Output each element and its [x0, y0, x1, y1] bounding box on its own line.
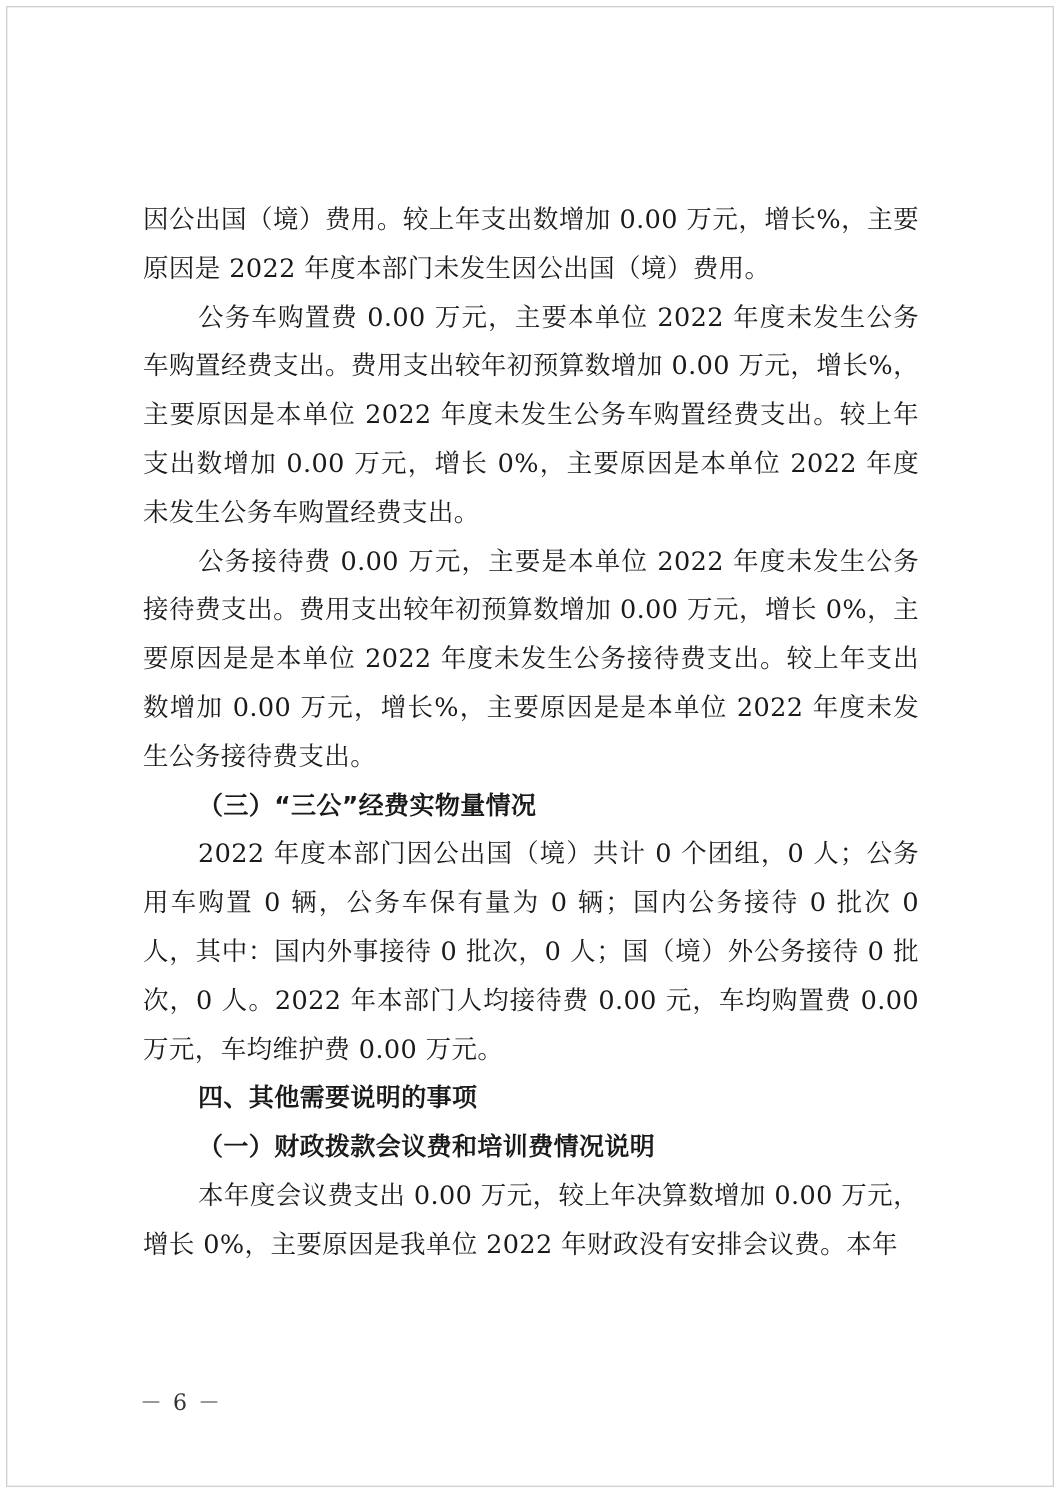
- page-number: － 6 －: [140, 1391, 222, 1416]
- section-heading-meeting-training: （一）财政拨款会议费和培训费情况说明: [198, 1132, 656, 1162]
- section-heading-other-matters: 四、其他需要说明的事项: [198, 1083, 478, 1113]
- paragraph-meeting-expense: 本年度会议费支出 0.00 万元，较上年决算数增加 0.00 万元，增长 0%，主要原因是我单位 2022 年财政没有安排会议费。本年: [143, 1180, 919, 1260]
- paragraph-continuation: 因公出国（境）费用。较上年支出数增加 0.00 万元，增长%，主要原因是 2022 年度本部门未发生因公出国（境）费用。: [143, 205, 919, 284]
- paragraph-reception-expense: 公务接待费 0.00 万元，主要是本单位 2022 年度未发生公务接待费支出。费用支出较年初预算数增加 0.00 万元，增长 0%，主要原因是是本单位 2022 年度未发生公务接待费支出。较上年支出数增加 0.00 万元，增长%，主要原因是是本单位 2022 年度未发生公务接待费支出。: [143, 546, 919, 772]
- document-body: [143, 196, 919, 1270]
- section-heading-physical-quantity: （三）“三公”经费实物量情况: [198, 790, 537, 820]
- paragraph-physical-quantity: 2022 年度本部门因公出国（境）共计 0 个团组，0 人；公务用车购置 0 辆，公务车保有量为 0 辆；国内公务接待 0 批次 0 人，其中：国内外事接待 0 批次，0 人；国（境）外公务接待 0 批次，0 人。2022 年本部门人均接待费 0.00 元，车均购置费 0.00 万元，车均维护费 0.00 万元。: [143, 839, 919, 1065]
- paragraph-vehicle-purchase: 公务车购置费 0.00 万元，主要本单位 2022 年度未发生公务车购置经费支出。费用支出较年初预算数增加 0.00 万元，增长%，主要原因是本单位 2022 年度未发生公务车购置经费支出。较上年支出数增加 0.00 万元，增长 0%，主要原因是本单位 2022 年度未发生公务车购置经费支出。: [143, 302, 919, 528]
